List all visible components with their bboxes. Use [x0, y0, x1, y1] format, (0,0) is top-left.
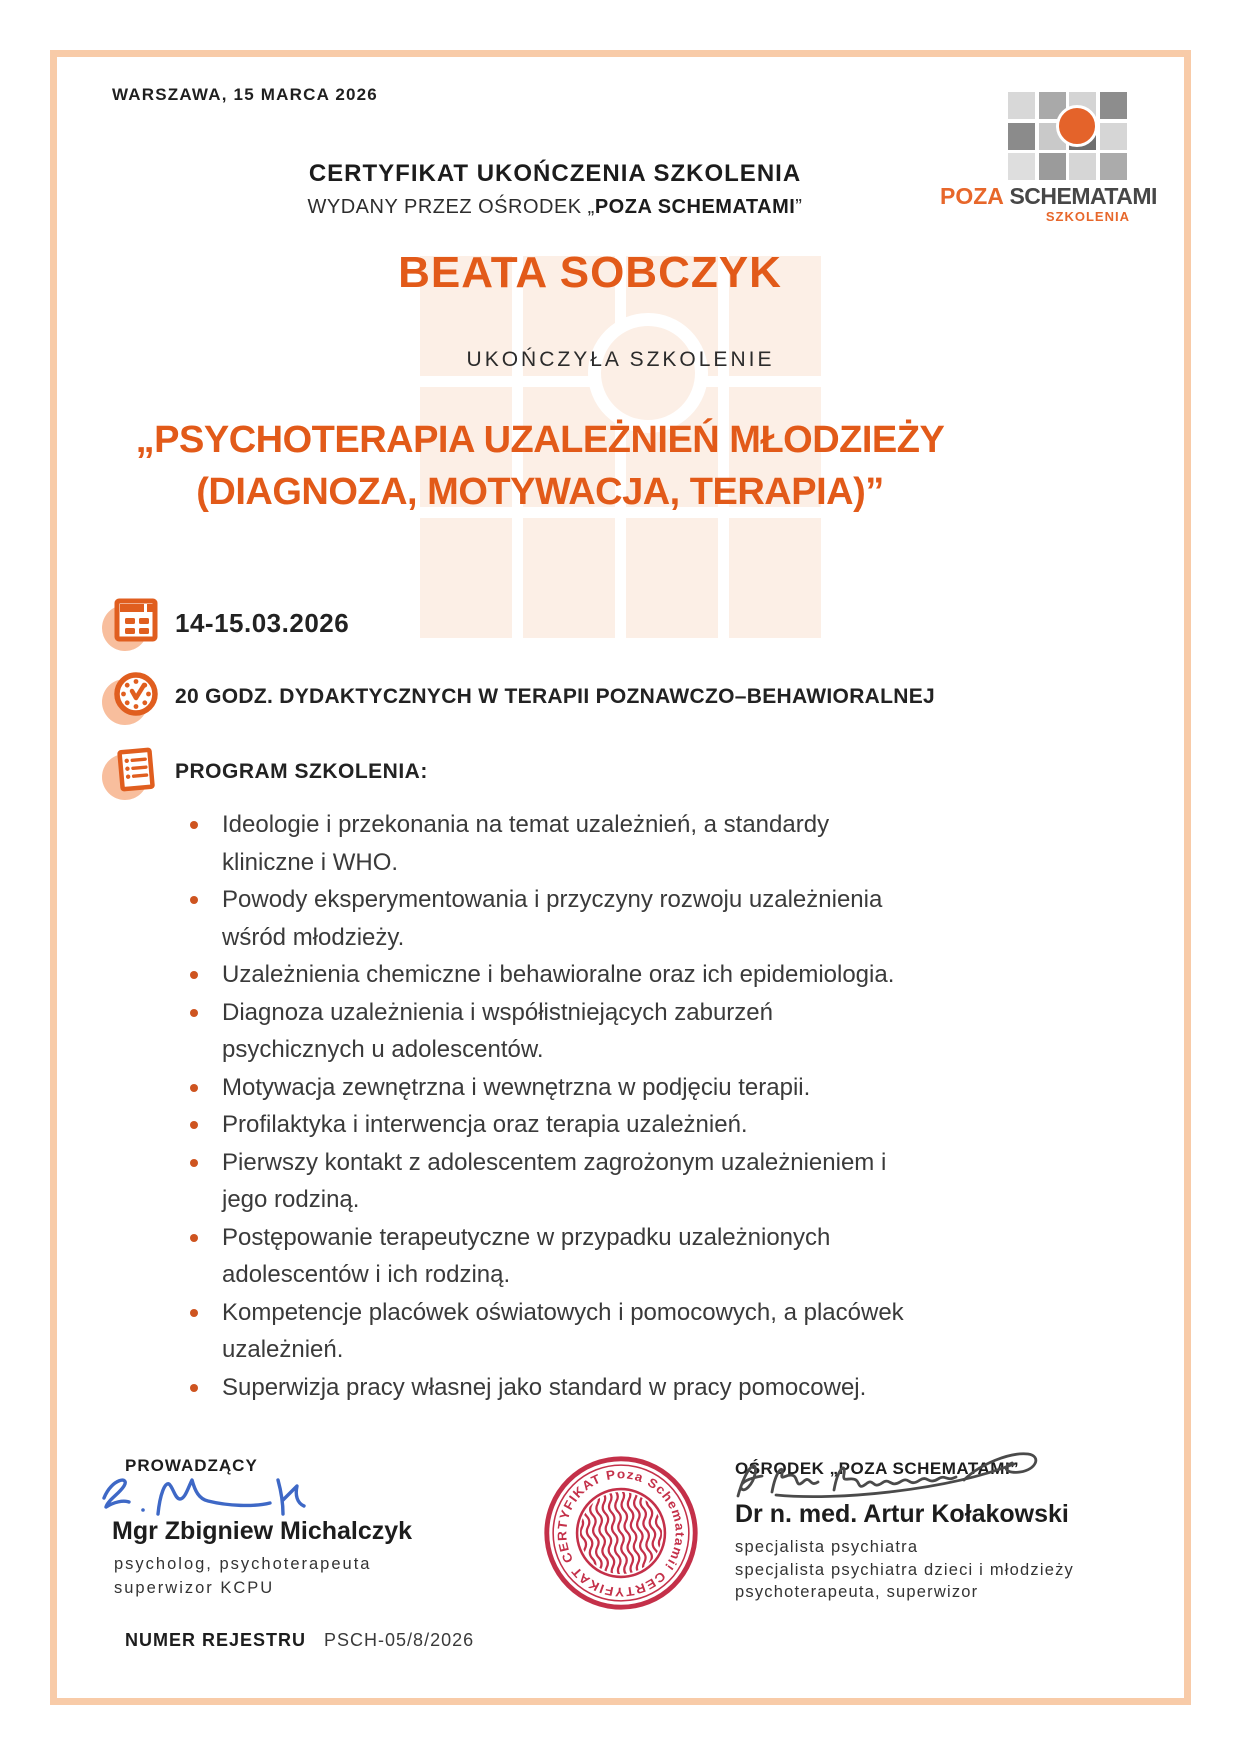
trainer-role-label: PROWADZĄCY — [125, 1456, 258, 1475]
logo-orange-dot-icon — [1056, 105, 1098, 147]
program-item: Motywacja zewnętrzna i wewnętrzna w podjęciu terapii. — [188, 1069, 912, 1107]
course-hours-row — [106, 671, 935, 723]
bullet-dot-icon — [190, 1309, 198, 1317]
bullet-dot-icon — [190, 821, 198, 829]
stamp-ring-text: CERTYFIKAT Poza Schematami! CERTYFIKAT — [555, 1467, 687, 1599]
bullet-dot-icon — [190, 1159, 198, 1167]
bullet-dot-icon — [190, 1234, 198, 1242]
program-item: Diagnoza uzależnienia i współistniejących zaburzeń psychicznych u adolescentów. — [188, 994, 912, 1069]
issue-place-date: WARSZAWA, 15 MARCA 2026 — [112, 85, 378, 104]
program-item: Superwizja pracy własnej jako standard w pracy pomocowej. — [188, 1369, 912, 1407]
certificate-title: CERTYFIKAT UKOŃCZENIA SZKOLENIA — [308, 160, 802, 187]
program-item: Profilaktyka i interwencja oraz terapia uzależnień. — [188, 1106, 912, 1144]
bullet-dot-icon — [190, 1084, 198, 1092]
program-item: Uzależnienia chemiczne i behawioralne oraz ich epidemiologia. — [188, 956, 912, 994]
logo-wordmark: POZA SCHEMATAMI — [940, 183, 1157, 209]
course-date: 14-15.03.2026 — [175, 607, 350, 638]
center-signature — [728, 1438, 1058, 1508]
center-director-credentials: specjalista psychiatra specjalista psychiatra dzieci i młodzieży psychoterapeuta, superwizor — [735, 1538, 1074, 1601]
program-item: Powody eksperymentowania i przyczyny rozwoju uzależnienia wśród młodzieży. — [188, 881, 912, 956]
trainer-signature — [96, 1470, 316, 1522]
list-note-icon — [106, 746, 158, 798]
bullet-dot-icon — [190, 971, 198, 979]
completed-label: UKOŃCZYŁA SZKOLENIE — [466, 348, 775, 371]
program-item: Ideologie i przekonania na temat uzależnień, a standardy kliniczne i WHO. — [188, 806, 912, 881]
bullet-dot-icon — [190, 1009, 198, 1017]
program-list — [188, 806, 912, 1406]
bullet-dot-icon — [190, 1121, 198, 1129]
center-role-label: OŚRODEK „POZA SCHEMATAMI” — [735, 1459, 1020, 1478]
course-date-row — [106, 597, 349, 649]
registry-number — [125, 1630, 474, 1651]
clock-icon — [106, 671, 158, 723]
bullet-dot-icon — [190, 896, 198, 904]
program-item: Pierwszy kontakt z adolescentem zagrożonym uzależnieniem i jego rodziną. — [188, 1144, 912, 1219]
trainer-credentials: psycholog, psychoterapeuta superwizor KCPU — [114, 1555, 372, 1597]
logo-tagline: SZKOLENIA — [1045, 209, 1130, 224]
calendar-icon — [106, 597, 158, 649]
certificate-header — [0, 160, 1110, 219]
course-title: „PSYCHOTERAPIA UZALEŻNIEŃ MŁODZIEŻY (DIAGNOZA, MOTYWACJA, TERAPIA)” — [135, 419, 945, 513]
recipient-name: BEATA SOBCZYK — [398, 248, 782, 297]
program-heading-row — [106, 746, 428, 798]
registry-label: NUMER REJESTRU — [125, 1630, 307, 1650]
program-heading: PROGRAM SZKOLENIA: — [175, 760, 428, 783]
program-item: Kompetencje placówek oświatowych i pomocowych, a placówek uzależnień. — [188, 1294, 912, 1369]
program-item: Postępowanie terapeutyczne w przypadku uzależnionych adolescentów i ich rodziną. — [188, 1219, 912, 1294]
issued-by-line: WYDANY PRZEZ OŚRODEK „POZA SCHEMATAMI” — [307, 196, 803, 218]
certificate-stamp — [538, 1450, 704, 1616]
center-director-name: Dr n. med. Artur Kołakowski — [735, 1500, 1069, 1528]
trainer-name: Mgr Zbigniew Michalczyk — [112, 1517, 413, 1545]
bullet-dot-icon — [190, 1384, 198, 1392]
registry-value: PSCH-05/8/2026 — [324, 1630, 475, 1650]
course-hours: 20 GODZ. DYDAKTYCZNYCH W TERAPII POZNAWCZO–BEHAWIORALNEJ — [175, 685, 936, 708]
